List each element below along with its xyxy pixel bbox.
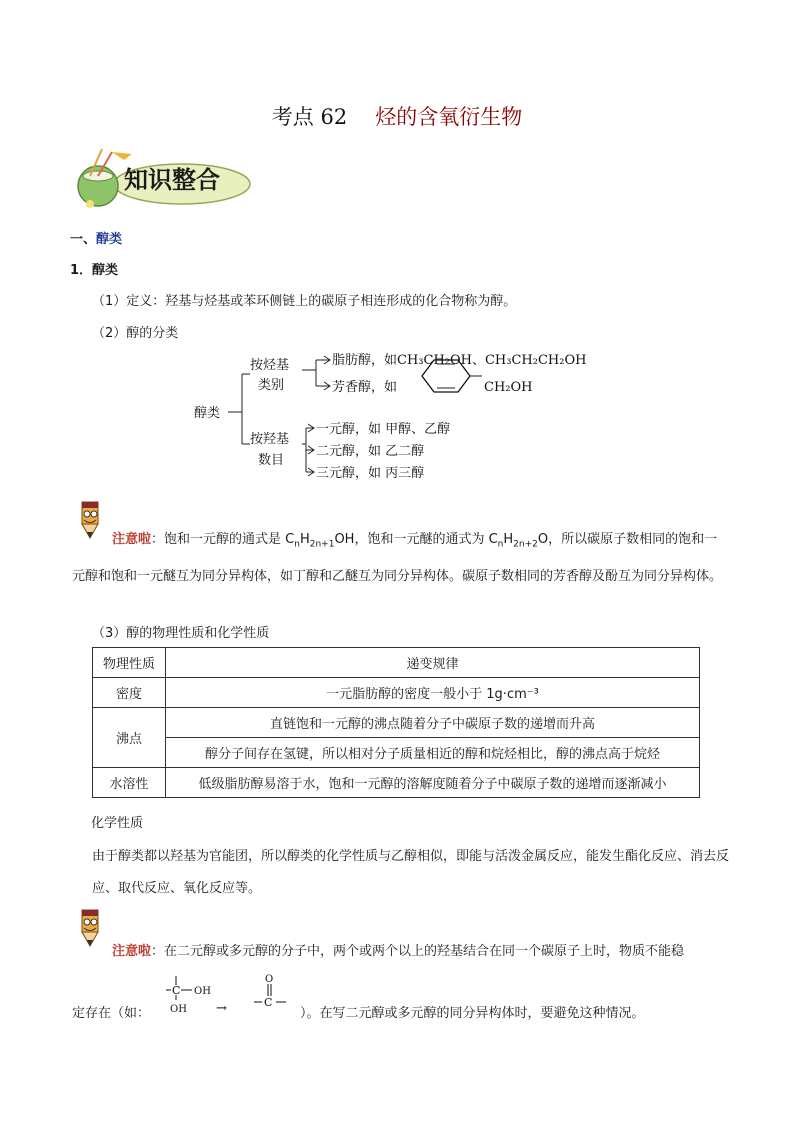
knowledge-banner (72, 146, 254, 210)
table-header-cell: 递变规律 (166, 648, 700, 678)
formula-oh-2: OH (170, 1004, 187, 1015)
note-label-2: 注意啦 (112, 944, 152, 959)
table-row (93, 738, 700, 768)
table-cell: 直链饱和一元醇的沸点随着分子中碳原子数的递增而升高 (166, 708, 700, 738)
gem-diol-formula (158, 970, 298, 1020)
note1-text-a: ：饱和一元醇的通式是 C (151, 532, 295, 547)
note-paragraph-2 (72, 940, 684, 959)
classification-heading: （2）醇的分类 (92, 326, 179, 341)
chem-paragraph: 由于醇类都以羟基为官能团，所以醇类的化学性质与乙醇相似，即能与活泼金属反应，能发生酯化反应、消去反应、取代反应、氧化反应等。 (92, 849, 730, 896)
table-header-row (93, 648, 700, 678)
table-cell: 一元脂肪醇的密度一般小于 1g·cm⁻³ (166, 678, 700, 708)
table-cell: 密度 (93, 678, 166, 708)
diagram-di: 二元醇，如 乙二醇 (316, 444, 425, 459)
note1-text-b: H (299, 532, 310, 547)
page-title (0, 101, 794, 131)
banner-label: 知识整合 (124, 166, 220, 194)
diagram-branch1-line1: 按烃基 (250, 358, 290, 373)
note2-text: ：在二元醇或多元醇的分子中，两个或两个以上的羟基结合在同一个碳原子上时，物质不能稳 (151, 944, 685, 959)
table-cell: 醇分子间存在氢键，所以相对分子质量相近的醇和烷烃相比，醇的沸点高于烷烃 (166, 738, 700, 768)
table-row (93, 708, 700, 738)
section-prefix: 一、 (70, 232, 97, 247)
section-label: 醇类 (96, 232, 123, 247)
note1-sub-b2: 2n+2 (513, 539, 538, 550)
note2-line2-prefix: 定存在（如： (72, 1006, 151, 1021)
note-paragraph-1 (72, 524, 722, 592)
section-heading (70, 228, 122, 247)
table-cell: 低级脂肪醇易溶于水，饱和一元醇的溶解度随着分子中碳原子数的递增而逐渐减小 (166, 768, 700, 798)
table-cell: 沸点 (93, 708, 166, 768)
properties-heading: （3）醇的物理性质和化学性质 (92, 626, 270, 641)
formula-oh-1: OH (194, 986, 211, 997)
diagram-tri: 三元醇，如 丙三醇 (316, 466, 425, 481)
note1-sub-a2: 2n+1 (309, 539, 335, 550)
table-row (93, 768, 700, 798)
diagram-root: 醇类 (194, 406, 221, 421)
diagram-branch1-line2: 类别 (258, 378, 285, 393)
table-row (93, 678, 700, 708)
diagram-branch2-line2: 数目 (258, 453, 285, 468)
diagram-branch2-line1: 按羟基 (250, 432, 290, 447)
title-number: 考点 62 (271, 105, 348, 129)
diagram-aliphatic: 脂肪醇，如CH₃CH₂OH、CH₃CH₂CH₂OH (332, 353, 587, 368)
chem-heading: 化学性质 (91, 816, 144, 831)
svg-text:C: C (264, 996, 273, 1009)
subsection-heading: 1．醇类 (70, 263, 119, 278)
note1-sub-b1: n (497, 539, 504, 550)
formula-o: O (265, 974, 274, 985)
classification-diagram (190, 346, 630, 486)
note1-text-c: OH，饱和一元醚的通式为 C (334, 532, 498, 547)
definition-text: （1）定义：羟基与烃基或苯环侧链上的碳原子相连形成的化合物称为醇。 (92, 294, 517, 309)
note1-text-d: H (503, 532, 514, 547)
formula-arrow: → (216, 1001, 227, 1016)
diagram-mono: 一元醇，如 甲醇、乙醇 (316, 422, 451, 437)
svg-text:C: C (172, 984, 181, 997)
diagram-aromatic-group: CH₂OH (484, 380, 533, 395)
note-label-1: 注意啦 (112, 532, 152, 547)
note1-text-e: O，所以碳原子数相同的饱和一元醇和饱和一元醚互为同分异构体，如丁醇和乙醚互为同分异构体。碳原子数相同的芳香醇及酚互为同分异构体。 (72, 532, 723, 584)
note2-line2-suffix: ）。在写二元醇或多元醇的同分异构体时，要避免这种情况。 (300, 1006, 645, 1021)
diagram-aromatic: 芳香醇，如 (332, 380, 398, 395)
note1-sub-a1: n (294, 539, 300, 550)
title-text: 烃的含氧衍生物 (375, 105, 523, 129)
table-header-cell: 物理性质 (93, 648, 166, 678)
properties-table (92, 647, 700, 798)
table-cell: 水溶性 (93, 768, 166, 798)
